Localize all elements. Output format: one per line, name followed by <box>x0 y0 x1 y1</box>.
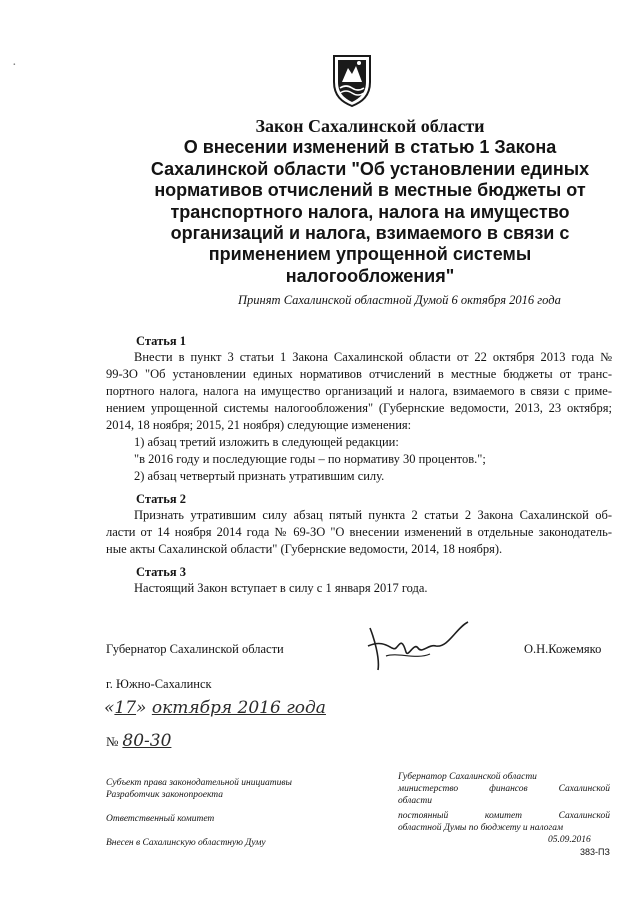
title-heading: Закон Сахалинской области <box>255 116 485 136</box>
article-2-line: ласти от 14 ноября 2014 года № 69-ЗО "О внесении изменений в отдельные законодатель- <box>106 525 612 539</box>
article-1-line: Внести в пункт 3 статьи 1 Закона Сахалинской области от 22 октября 2013 года № <box>134 350 612 364</box>
footer-left-item: Ответственный комитет <box>106 814 215 824</box>
article-2-line: ные акты Сахалинской области" (Губернские ведомости, 2014, 18 ноября). <box>106 542 503 556</box>
title-line: О внесении изменений в статью 1 Закона <box>183 137 557 158</box>
handwritten-date <box>104 698 326 718</box>
title-line: Сахалинской области "Об установлении единых <box>150 158 590 179</box>
title-line: транспортного налога, налога на имущество <box>170 201 570 222</box>
number-prefix: № <box>106 734 119 749</box>
footer-right-word: финансов <box>489 784 528 794</box>
coat-of-arms-emblem <box>328 52 376 108</box>
title-line: нормативов отчислений в местные бюджеты от <box>154 180 586 201</box>
article-3-heading: Статья 3 <box>136 565 186 579</box>
stray-mark: · <box>12 58 17 73</box>
date-day: 17 <box>114 698 137 718</box>
adoption-note: Принят Сахалинской областной Думой 6 октября 2016 года <box>238 293 561 307</box>
document-code: 383-ПЗ <box>580 847 610 857</box>
footer-right-word: министерство <box>398 784 459 794</box>
governor-name: О.Н.Кожемяко <box>524 642 602 656</box>
article-1-line: 2) абзац четвертый признать утратившим силу. <box>134 469 385 483</box>
footer-right-row <box>398 810 610 822</box>
footer-right-word: постоянный <box>398 811 449 821</box>
title-line: применением упрощенной системы <box>208 244 532 265</box>
number-value: 80-30 <box>122 731 172 751</box>
footer-right-word: комитет <box>484 811 522 821</box>
footer-left-item: Разработчик законопроекта <box>106 790 224 800</box>
title-line: налогообложения" <box>285 265 455 286</box>
article-2-line: Признать утратившим силу абзац пятый пункта 2 статьи 2 Закона Сахалинской об- <box>134 508 612 522</box>
footer-right-row: Губернатор Сахалинской области <box>398 772 537 782</box>
article-1-line: "в 2016 году и последующие годы – по нормативу 30 процентов."; <box>134 452 486 466</box>
date-rest: октября 2016 года <box>151 698 326 718</box>
article-1-line: 2014, 18 ноября; 2015, 21 ноября) следующие изменения: <box>106 418 412 432</box>
footer-right-row: областной Думы по бюджету и налогам <box>398 823 564 833</box>
footer-left-item: Субъект права законодательной инициативы <box>106 778 292 788</box>
article-1-line: нением упрощенной системы налогообложения" (Губернские ведомости, 2013, 23 октября; <box>106 401 612 415</box>
article-1-line: 99-ЗО "Об установлении единых нормативов отчислений в местные бюджеты от транс- <box>106 367 612 381</box>
handwritten-signature <box>356 608 476 678</box>
footer-right-row <box>398 783 610 795</box>
document-number <box>106 731 171 751</box>
city: г. Южно-Сахалинск <box>106 677 212 691</box>
governor-position: Губернатор Сахалинской области <box>106 642 284 656</box>
footer-right-word: Сахалинской <box>558 784 610 794</box>
article-1-line: 1) абзац третий изложить в следующей редакции: <box>134 435 399 449</box>
footer-right-date: 05.09.2016 <box>548 835 591 845</box>
footer-left-item: Внесен в Сахалинскую областную Думу <box>106 838 266 848</box>
title-line: организаций и налога, взимаемого в связи с <box>170 223 570 244</box>
article-1-heading: Статья 1 <box>136 334 186 348</box>
footer-right-word: Сахалинской <box>558 811 610 821</box>
article-1-line: портного налога, налога на имущество организаций и налога, взимаемого в связи с приме- <box>106 384 612 398</box>
article-2-heading: Статья 2 <box>136 492 186 506</box>
date-open-quote: « <box>104 698 115 718</box>
footer-right-row: области <box>398 796 433 806</box>
article-3-line: Настоящий Закон вступает в силу с 1 января 2017 года. <box>134 581 428 595</box>
date-close-quote: » <box>136 698 147 718</box>
law-title <box>100 116 640 287</box>
